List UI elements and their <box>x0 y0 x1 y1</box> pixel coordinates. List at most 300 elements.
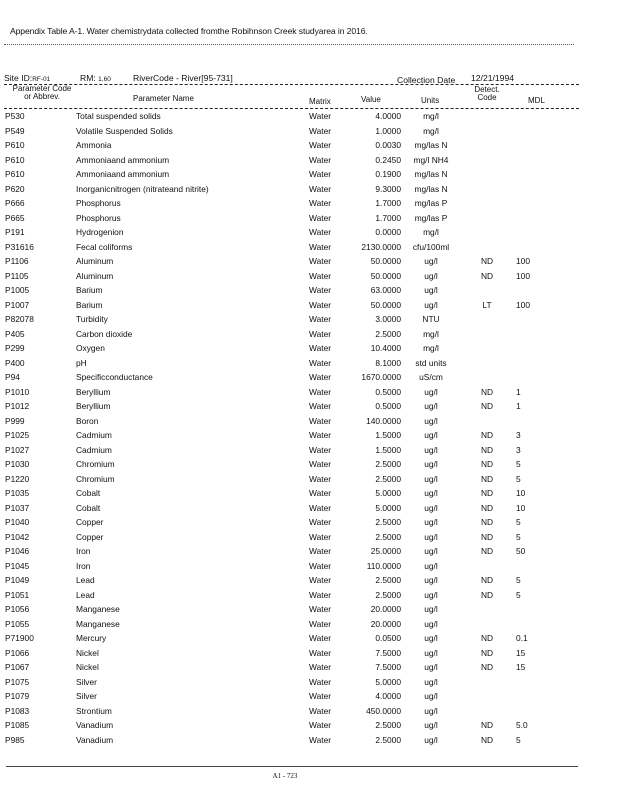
parameter-code: P1055 <box>5 618 30 629</box>
table-row <box>0 111 618 126</box>
parameter-name: Manganese <box>76 604 120 614</box>
parameter-code: P1027 <box>5 444 30 455</box>
matrix-cell: Water <box>309 444 332 455</box>
value-cell: 2.5000 <box>375 720 401 730</box>
mdl-cell: 5 <box>516 589 521 600</box>
detect-code-cell: ND <box>480 256 494 266</box>
matrix-cell: Water <box>309 227 332 237</box>
value-cell: 0.0030 <box>375 140 401 150</box>
parameter-name: Beryllium <box>76 401 111 411</box>
units-cell: ug/l <box>424 720 438 730</box>
detect-code-cell: ND <box>480 459 494 469</box>
table-row <box>0 300 618 315</box>
value-cell: 5.0000 <box>375 488 401 498</box>
matrix-cell: Water <box>309 517 332 527</box>
detect-code-cell: ND <box>480 531 494 542</box>
matrix-cell: Water <box>309 198 332 208</box>
units-cell: ug/l <box>424 647 438 658</box>
units-cell: ug/l <box>424 430 438 440</box>
units-cell: mg/las P <box>414 212 448 223</box>
parameter-code: P1046 <box>5 546 30 556</box>
parameter-code: P610 <box>5 154 25 165</box>
parameter-name: Hydrogenion <box>76 227 124 237</box>
matrix-cell: Water <box>309 154 332 165</box>
mdl-cell: 5.0 <box>516 720 528 730</box>
units-cell: mg/l NH4 <box>413 154 449 165</box>
table-row <box>0 169 618 184</box>
matrix-cell: Water <box>309 676 332 687</box>
parameter-code: P1035 <box>5 488 30 498</box>
matrix-cell: Water <box>309 140 332 150</box>
table-row <box>0 648 618 663</box>
parameter-code: P665 <box>5 212 25 223</box>
value-cell: 0.1900 <box>375 169 401 179</box>
column-header-detect-line1: Detect. <box>474 85 500 94</box>
parameter-name: Nickel <box>76 647 99 658</box>
value-cell: 450.0000 <box>366 705 401 716</box>
matrix-cell: Water <box>309 270 332 281</box>
table-row <box>0 387 618 402</box>
value-cell: 2.5000 <box>375 531 401 542</box>
detect-code-cell: ND <box>480 386 494 397</box>
parameter-code: P94 <box>5 372 20 382</box>
units-cell: mg/las N <box>414 183 448 194</box>
mdl-cell: 5 <box>516 734 521 745</box>
matrix-cell: Water <box>309 647 332 658</box>
mdl-cell: 15 <box>516 647 526 658</box>
table-row <box>0 343 618 358</box>
parameter-code: P1106 <box>5 256 29 266</box>
units-cell: ug/l <box>424 734 438 745</box>
matrix-cell: Water <box>309 531 332 542</box>
table-row <box>0 213 618 228</box>
value-cell: 50.0000 <box>370 299 401 310</box>
units-cell: mg/las N <box>414 140 448 150</box>
value-cell: 1.5000 <box>375 444 401 455</box>
value-cell: 1.5000 <box>375 430 401 440</box>
units-cell: ug/l <box>424 546 438 556</box>
site-id-value: RF-01 <box>32 76 51 83</box>
units-cell: ug/l <box>424 386 438 397</box>
parameter-name: Specificconductance <box>76 372 153 382</box>
table-row <box>0 126 618 141</box>
detect-code-cell: LT <box>482 299 492 310</box>
parameter-code: P1005 <box>5 285 30 295</box>
mdl-cell: 10 <box>516 502 526 513</box>
matrix-cell: Water <box>309 357 332 368</box>
matrix-cell: Water <box>309 473 332 484</box>
parameter-code: P549 <box>5 125 25 136</box>
column-header-detect <box>468 86 506 102</box>
value-cell: 110.0000 <box>366 560 401 571</box>
river-mile <box>80 73 111 83</box>
river-code: RiverCode - River[95-731] <box>133 73 233 83</box>
table-row <box>0 140 618 155</box>
value-cell: 1.7000 <box>375 212 401 223</box>
table-row <box>0 691 618 706</box>
detect-code-cell: ND <box>480 502 494 513</box>
units-cell: ug/l <box>424 633 438 643</box>
value-cell: 50.0000 <box>370 256 401 266</box>
detect-code-cell: ND <box>480 589 494 600</box>
parameter-name: Cobalt <box>76 502 101 513</box>
units-cell: ug/l <box>424 604 438 614</box>
table-title: Appendix Table A-1. Water chemistrydata collected fromthe Robihnson Creek studyarea in 2016. <box>10 26 368 36</box>
matrix-cell: Water <box>309 183 332 194</box>
value-cell: 9.3000 <box>375 183 401 194</box>
table-row <box>0 459 618 474</box>
mdl-cell: 100 <box>516 270 530 281</box>
mdl-cell: 1 <box>516 401 521 411</box>
parameter-name: Oxygen <box>76 343 105 353</box>
detect-code-cell: ND <box>480 633 494 643</box>
value-cell: 7.5000 <box>375 647 401 658</box>
parameter-code: P400 <box>5 357 25 368</box>
parameter-code: P405 <box>5 328 25 339</box>
table-row <box>0 517 618 532</box>
matrix-cell: Water <box>309 705 332 716</box>
column-header-detect-line2: Code <box>477 93 497 102</box>
parameter-code: P1042 <box>5 531 30 542</box>
detect-code-cell: ND <box>480 720 494 730</box>
matrix-cell: Water <box>309 633 332 643</box>
mdl-cell: 5 <box>516 531 521 542</box>
parameter-name: Aluminum <box>76 270 114 281</box>
column-header-code-line1: Parameter Code <box>12 84 72 93</box>
matrix-cell: Water <box>309 125 332 136</box>
table-row <box>0 561 618 576</box>
parameter-name: Strontium <box>76 705 112 716</box>
parameter-code: P82078 <box>5 314 34 324</box>
detect-code-cell: ND <box>480 270 494 281</box>
value-cell: 2.5000 <box>375 328 401 339</box>
units-cell: ug/l <box>424 589 438 600</box>
parameter-code: P610 <box>5 140 25 150</box>
matrix-cell: Water <box>309 604 332 614</box>
parameter-code: P1079 <box>5 691 30 701</box>
table-row <box>0 329 618 344</box>
parameter-code: P985 <box>5 734 25 745</box>
table-row <box>0 546 618 561</box>
parameter-code: P71900 <box>5 633 34 643</box>
parameter-name: Aluminum <box>76 256 114 266</box>
page-number: A1 - 723 <box>272 772 298 780</box>
mdl-cell: 10 <box>516 488 526 498</box>
value-cell: 20.0000 <box>370 618 401 629</box>
column-header-code-line2: or Abbrev. <box>24 92 60 101</box>
column-header-matrix: Matrix <box>309 97 331 106</box>
units-cell: ug/l <box>424 676 438 687</box>
matrix-cell: Water <box>309 314 332 324</box>
parameter-code: P1051 <box>5 589 30 600</box>
parameter-code: P1010 <box>5 386 30 397</box>
parameter-name: Ammoniaand ammonium <box>76 169 170 179</box>
value-cell: 5.0000 <box>375 676 401 687</box>
table-row <box>0 706 618 721</box>
units-cell: std units <box>415 357 447 368</box>
matrix-cell: Water <box>309 691 332 701</box>
table-row <box>0 532 618 547</box>
parameter-code: P1066 <box>5 647 30 658</box>
parameter-name: Turbidity <box>76 314 108 324</box>
table-row <box>0 314 618 329</box>
units-cell: mg/l <box>423 227 439 237</box>
value-cell: 20.0000 <box>370 604 401 614</box>
parameter-name: Ammoniaand ammonium <box>76 154 170 165</box>
parameter-code: P530 <box>5 111 25 121</box>
table-row <box>0 488 618 503</box>
units-cell: ug/l <box>424 256 438 266</box>
column-header-name: Parameter Name <box>133 94 194 103</box>
value-cell: 1.0000 <box>375 125 401 136</box>
detect-code-cell: ND <box>480 546 494 556</box>
parameter-code: P1012 <box>5 401 30 411</box>
matrix-cell: Water <box>309 169 332 179</box>
units-cell: ug/l <box>424 459 438 469</box>
value-cell: 0.0000 <box>375 227 401 237</box>
mdl-cell: 100 <box>516 256 530 266</box>
table-row <box>0 198 618 213</box>
table-row <box>0 575 618 590</box>
parameter-code: P666 <box>5 198 25 208</box>
parameter-code: P191 <box>5 227 25 237</box>
matrix-cell: Water <box>309 401 332 411</box>
parameter-code: P1105 <box>5 270 29 281</box>
column-header-units: Units <box>421 96 440 105</box>
matrix-cell: Water <box>309 662 332 672</box>
parameter-code: P1067 <box>5 662 30 672</box>
detect-code-cell: ND <box>480 575 494 585</box>
units-cell: ug/l <box>424 444 438 455</box>
table-row <box>0 358 618 373</box>
units-cell: ug/l <box>424 560 438 571</box>
parameter-code: P999 <box>5 415 25 426</box>
column-header-code <box>6 85 78 101</box>
value-cell: 0.2450 <box>375 154 401 165</box>
units-cell: ug/l <box>424 502 438 513</box>
parameter-code: P1075 <box>5 676 30 687</box>
matrix-cell: Water <box>309 111 332 121</box>
matrix-cell: Water <box>309 372 332 382</box>
parameter-name: Vanadium <box>76 734 114 745</box>
mdl-cell: 5 <box>516 517 521 527</box>
parameter-name: Silver <box>76 676 97 687</box>
units-cell: ug/l <box>424 618 438 629</box>
table-row <box>0 662 618 677</box>
table-row <box>0 372 618 387</box>
value-cell: 0.5000 <box>375 401 401 411</box>
footer-rule <box>6 766 578 767</box>
parameter-name: Iron <box>76 560 91 571</box>
table-row <box>0 590 618 605</box>
table-row <box>0 401 618 416</box>
units-cell: mg/l <box>423 343 439 353</box>
units-cell: ug/l <box>424 270 438 281</box>
parameter-code: P1037 <box>5 502 30 513</box>
mdl-cell: 100 <box>516 299 530 310</box>
parameter-name: Copper <box>76 517 104 527</box>
value-cell: 3.0000 <box>375 314 401 324</box>
mdl-cell: 3 <box>516 444 521 455</box>
site-id <box>4 73 50 83</box>
matrix-cell: Water <box>309 720 332 730</box>
matrix-cell: Water <box>309 256 332 266</box>
matrix-cell: Water <box>309 560 332 571</box>
table-row <box>0 474 618 489</box>
parameter-code: P299 <box>5 343 25 353</box>
parameter-name: Lead <box>76 589 95 600</box>
value-cell: 25.0000 <box>370 546 401 556</box>
value-cell: 2.5000 <box>375 517 401 527</box>
value-cell: 5.0000 <box>375 502 401 513</box>
units-cell: ug/l <box>424 415 438 426</box>
parameter-code: P1056 <box>5 604 30 614</box>
parameter-name: Iron <box>76 546 91 556</box>
table-row <box>0 720 618 735</box>
parameter-code: P1007 <box>5 299 30 310</box>
mdl-cell: 15 <box>516 662 526 672</box>
mdl-cell: 0.1 <box>516 633 528 643</box>
units-cell: mg/las N <box>414 169 448 179</box>
units-cell: ug/l <box>424 285 438 295</box>
parameter-name: Manganese <box>76 618 120 629</box>
table-row <box>0 155 618 170</box>
parameter-name: Carbon dioxide <box>76 328 133 339</box>
value-cell: 63.0000 <box>370 285 401 295</box>
value-cell: 2.5000 <box>375 473 401 484</box>
mdl-cell: 50 <box>516 546 526 556</box>
value-cell: 4.0000 <box>375 111 401 121</box>
parameter-name: Boron <box>76 415 99 426</box>
parameter-code: P1045 <box>5 560 30 571</box>
matrix-cell: Water <box>309 575 332 585</box>
parameter-name: Phosphorus <box>76 212 121 223</box>
parameter-name: Inorganicnitrogen (nitrateand nitrite) <box>76 183 209 194</box>
parameter-code: P1040 <box>5 517 30 527</box>
mdl-cell: 5 <box>516 459 521 469</box>
parameter-code: P1083 <box>5 705 30 716</box>
title-divider <box>4 44 574 45</box>
matrix-cell: Water <box>309 328 332 339</box>
matrix-cell: Water <box>309 386 332 397</box>
value-cell: 2130.0000 <box>361 241 401 252</box>
parameter-name: Barium <box>76 299 103 310</box>
parameter-code: P610 <box>5 169 25 179</box>
table-row <box>0 184 618 199</box>
units-cell: ug/l <box>424 401 438 411</box>
matrix-cell: Water <box>309 618 332 629</box>
matrix-cell: Water <box>309 459 332 469</box>
units-cell: cfu/100ml <box>412 241 450 252</box>
detect-code-cell: ND <box>480 662 494 672</box>
parameter-name: Cobalt <box>76 488 101 498</box>
table-row <box>0 445 618 460</box>
units-cell: ug/l <box>424 517 438 527</box>
mdl-cell: 5 <box>516 473 521 484</box>
table-row <box>0 256 618 271</box>
parameter-code: P620 <box>5 183 25 194</box>
parameter-code: P1085 <box>5 720 30 730</box>
detect-code-cell: ND <box>480 401 494 411</box>
matrix-cell: Water <box>309 502 332 513</box>
parameter-name: Lead <box>76 575 95 585</box>
value-cell: 1670.0000 <box>361 372 401 382</box>
table-row <box>0 416 618 431</box>
units-cell: ug/l <box>424 575 438 585</box>
value-cell: 2.5000 <box>375 589 401 600</box>
parameter-name: Chromium <box>76 459 115 469</box>
value-cell: 0.5000 <box>375 386 401 397</box>
parameter-code: P31616 <box>5 241 34 252</box>
table-row <box>0 227 618 242</box>
detect-code-cell: ND <box>480 647 494 658</box>
value-cell: 2.5000 <box>375 459 401 469</box>
table-row <box>0 619 618 634</box>
site-id-label: Site ID: <box>4 73 33 83</box>
units-cell: mg/las P <box>414 198 448 208</box>
header-bottom-rule <box>4 108 579 109</box>
table-row <box>0 242 618 257</box>
table-row <box>0 735 618 750</box>
matrix-cell: Water <box>309 212 332 223</box>
units-cell: ug/l <box>424 662 438 672</box>
mdl-cell: 1 <box>516 386 521 397</box>
rm-value: 1.60 <box>98 76 111 83</box>
units-cell: uS/cm <box>419 372 443 382</box>
matrix-cell: Water <box>309 488 332 498</box>
matrix-cell: Water <box>309 299 332 310</box>
parameter-name: Fecal coliforms <box>76 241 133 252</box>
mdl-cell: 5 <box>516 575 521 585</box>
parameter-name: pH <box>76 357 87 368</box>
parameter-name: Phosphorus <box>76 198 121 208</box>
detect-code-cell: ND <box>480 517 494 527</box>
units-cell: ug/l <box>424 488 438 498</box>
value-cell: 8.1000 <box>375 357 401 368</box>
parameter-name: Volatile Suspended Solids <box>76 125 173 136</box>
matrix-cell: Water <box>309 285 332 295</box>
units-cell: mg/l <box>423 111 439 121</box>
table-row <box>0 271 618 286</box>
value-cell: 2.5000 <box>375 575 401 585</box>
parameter-code: P1030 <box>5 459 30 469</box>
matrix-cell: Water <box>309 734 332 745</box>
units-cell: ug/l <box>424 705 438 716</box>
parameter-name: Total suspended solids <box>76 111 161 121</box>
parameter-name: Mercury <box>76 633 107 643</box>
value-cell: 2.5000 <box>375 734 401 745</box>
collection-date-label: Collection Date <box>397 75 456 85</box>
header-top-rule <box>4 84 579 85</box>
table-row <box>0 677 618 692</box>
parameter-name: Nickel <box>76 662 99 672</box>
matrix-cell: Water <box>309 343 332 353</box>
table-row <box>0 604 618 619</box>
parameter-name: Beryllium <box>76 386 111 397</box>
units-cell: ug/l <box>424 299 438 310</box>
value-cell: 50.0000 <box>370 270 401 281</box>
parameter-name: Copper <box>76 531 104 542</box>
matrix-cell: Water <box>309 415 332 426</box>
value-cell: 140.0000 <box>366 415 401 426</box>
parameter-name: Vanadium <box>76 720 114 730</box>
units-cell: ug/l <box>424 691 438 701</box>
units-cell: ug/l <box>424 473 438 484</box>
table-row <box>0 633 618 648</box>
units-cell: NTU <box>422 314 440 324</box>
value-cell: 1.7000 <box>375 198 401 208</box>
parameter-name: Cadmium <box>76 444 112 455</box>
